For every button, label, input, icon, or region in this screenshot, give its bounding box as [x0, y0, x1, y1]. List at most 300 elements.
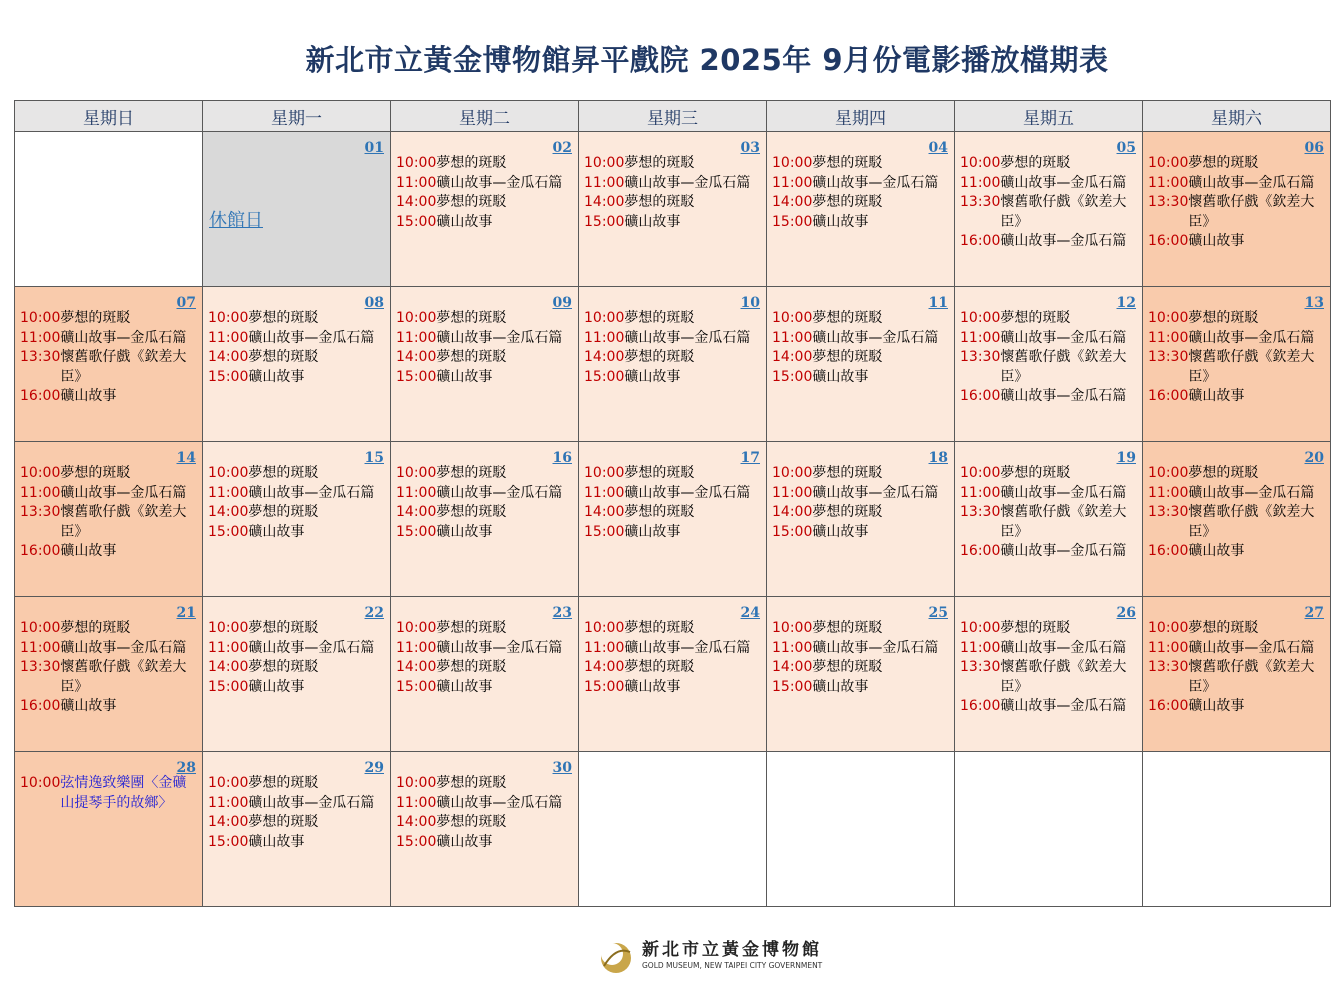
screening-time: 13:30: [1148, 659, 1189, 675]
day-number[interactable]: 08: [364, 295, 384, 311]
screening-item: [579, 639, 766, 659]
screening-time: 11:00: [208, 484, 249, 501]
screening-item: [955, 619, 1142, 639]
screening-item: [391, 174, 578, 194]
week-row: [15, 287, 1331, 442]
screening-title: 夢想的斑駁: [1000, 310, 1071, 326]
screening-time: 15:00: [772, 523, 813, 540]
closed-day-label[interactable]: 休館日: [209, 210, 263, 231]
screening-time: 15:00: [772, 678, 813, 695]
empty-day-cell: [15, 132, 203, 287]
screening-item: [579, 503, 766, 523]
day-cell: [1143, 287, 1331, 442]
screening-time: 10:00: [584, 465, 625, 481]
day-cell: [767, 442, 955, 597]
screening-time: 11:00: [396, 794, 437, 811]
screening-time: 11:00: [772, 174, 813, 191]
screening-title: 夢想的斑駁: [812, 620, 883, 636]
screening-time: 10:00: [396, 775, 437, 791]
day-cell: [203, 132, 391, 287]
screening-time: 15:00: [208, 833, 249, 850]
screening-time: 11:00: [584, 174, 625, 191]
screening-time: 14:00: [396, 194, 437, 210]
day-number[interactable]: 18: [928, 450, 948, 466]
day-cell: [955, 597, 1143, 752]
screening-item: [15, 697, 202, 717]
screening-time: 11:00: [208, 794, 249, 811]
screening-title: 懷舊歌仔戲《欽差大臣》: [1188, 659, 1315, 695]
screening-item: [955, 329, 1142, 349]
screening-title: 夢想的斑駁: [248, 620, 319, 636]
screening-item: [579, 154, 766, 174]
screening-title: 懷舊歌仔戲《欽差大臣》: [1000, 504, 1127, 540]
screening-item: [203, 464, 390, 484]
screening-time: 16:00: [960, 543, 1001, 559]
screening-title: 礦山故事: [812, 213, 869, 230]
week-row: [15, 442, 1331, 597]
day-number[interactable]: 30: [552, 760, 572, 776]
screening-time: 10:00: [20, 465, 61, 481]
screening-time: 10:00: [20, 620, 61, 636]
screening-time: 11:00: [772, 329, 813, 346]
screening-time: 10:00: [20, 310, 61, 326]
day-number[interactable]: 29: [364, 760, 384, 776]
day-number[interactable]: 04: [928, 140, 948, 156]
screening-time: 10:00: [960, 620, 1001, 636]
logo-english-name: GOLD MUSEUM, NEW TAIPEI CITY GOVERNMENT: [642, 961, 823, 970]
screening-item: [391, 193, 578, 213]
screening-item: [1143, 484, 1330, 504]
screening-time: 14:00: [208, 504, 249, 520]
screening-title: 礦山故事: [624, 678, 681, 695]
day-cell: [579, 442, 767, 597]
screening-title: 礦山故事: [1188, 233, 1245, 249]
screening-title: 夢想的斑駁: [60, 620, 131, 636]
day-number[interactable]: 19: [1116, 450, 1136, 466]
screening-time: 13:30: [960, 349, 1001, 365]
screening-time: 10:00: [208, 465, 249, 481]
screening-title: 礦山故事: [812, 678, 869, 695]
screening-title: 夢想的斑駁: [812, 349, 883, 365]
day-number[interactable]: 05: [1116, 140, 1136, 156]
screening-title: 夢想的斑駁: [1188, 155, 1259, 171]
screening-item: [955, 387, 1142, 407]
screening-title: 礦山故事: [1188, 698, 1245, 714]
screening-time: 14:00: [396, 814, 437, 830]
screening-item: [203, 678, 390, 698]
screening-time: 13:30: [20, 659, 61, 675]
screening-title: 礦山故事: [1188, 543, 1245, 559]
screening-title: 夢想的斑駁: [436, 814, 507, 830]
screening-item: [579, 309, 766, 329]
screening-item: [579, 484, 766, 504]
screening-title: 夢想的斑駁: [624, 155, 695, 171]
screening-title: 礦山故事: [624, 368, 681, 385]
screening-item: [391, 619, 578, 639]
screening-item: [1143, 658, 1330, 697]
screening-time: 10:00: [772, 620, 813, 636]
screening-time: 10:00: [584, 620, 625, 636]
screening-title: 夢想的斑駁: [436, 155, 507, 171]
screening-title: 礦山故事—金瓜石篇: [812, 174, 939, 191]
screening-time: 14:00: [208, 349, 249, 365]
screening-title: 弦情逸致樂團〈金礦山提琴手的故鄉〉: [60, 775, 187, 811]
day-cell: [767, 287, 955, 442]
day-number[interactable]: 14: [176, 450, 196, 466]
screening-title: 夢想的斑駁: [812, 504, 883, 520]
screening-title: 礦山故事—金瓜石篇: [436, 484, 563, 501]
screening-item: [955, 464, 1142, 484]
screening-item: [203, 658, 390, 678]
day-number[interactable]: 26: [1116, 605, 1136, 621]
screening-item: [15, 542, 202, 562]
header-monday: 星期一: [203, 101, 391, 132]
screening-item: [767, 368, 954, 388]
screening-title: 夢想的斑駁: [248, 659, 319, 675]
screening-item: [203, 523, 390, 543]
screening-title: 礦山故事: [436, 368, 493, 385]
screening-item: [579, 329, 766, 349]
day-cell: [203, 597, 391, 752]
screening-time: 11:00: [772, 639, 813, 656]
screening-time: 11:00: [208, 639, 249, 656]
screening-item: [391, 484, 578, 504]
screening-item: [391, 658, 578, 678]
day-number[interactable]: 03: [740, 140, 760, 156]
screening-time: 10:00: [1148, 155, 1189, 171]
screening-item: [391, 813, 578, 833]
day-number[interactable]: 02: [552, 140, 572, 156]
screening-time: 11:00: [772, 484, 813, 501]
screening-item: [767, 329, 954, 349]
screening-title: 礦山故事—金瓜石篇: [248, 639, 375, 656]
screening-time: 14:00: [772, 504, 813, 520]
screening-item: [955, 542, 1142, 562]
day-number[interactable]: 15: [364, 450, 384, 466]
day-number[interactable]: 20: [1304, 450, 1324, 466]
day-number[interactable]: 12: [1116, 295, 1136, 311]
empty-day-cell: [955, 752, 1143, 907]
day-number[interactable]: 23: [552, 605, 572, 621]
screening-title: 礦山故事: [248, 368, 305, 385]
screening-item: [391, 794, 578, 814]
screening-title: 懷舊歌仔戲《欽差大臣》: [1188, 349, 1315, 385]
day-cell: [203, 287, 391, 442]
day-cell: [15, 752, 203, 907]
screening-title: 懷舊歌仔戲《欽差大臣》: [60, 659, 187, 695]
screening-time: 14:00: [772, 659, 813, 675]
screening-time: 16:00: [960, 233, 1001, 249]
screening-time: 16:00: [20, 543, 61, 559]
week-row: [15, 597, 1331, 752]
logo-chinese-name: 新北市立黃金博物館: [642, 940, 822, 960]
screening-title: 礦山故事—金瓜石篇: [1000, 639, 1127, 656]
screening-time: 11:00: [584, 484, 625, 501]
screening-title: 夢想的斑駁: [248, 465, 319, 481]
screening-time: 14:00: [584, 659, 625, 675]
screening-item: [767, 309, 954, 329]
day-number[interactable]: 27: [1304, 605, 1324, 621]
screening-time: 13:30: [20, 349, 61, 365]
screening-item: [767, 193, 954, 213]
screening-title: 夢想的斑駁: [248, 310, 319, 326]
screening-item: [1143, 193, 1330, 232]
screening-item: [1143, 542, 1330, 562]
day-number[interactable]: 28: [176, 760, 196, 776]
day-number[interactable]: 13: [1304, 295, 1324, 311]
screening-title: 夢想的斑駁: [436, 310, 507, 326]
header-saturday: 星期六: [1143, 101, 1331, 132]
day-number[interactable]: 17: [740, 450, 760, 466]
screening-item: [391, 464, 578, 484]
screening-time: 15:00: [772, 213, 813, 230]
screening-time: 11:00: [584, 329, 625, 346]
screening-item: [203, 503, 390, 523]
screening-item: [203, 774, 390, 794]
screening-time: 10:00: [396, 620, 437, 636]
day-cell: [767, 132, 955, 287]
screening-title: 夢想的斑駁: [248, 814, 319, 830]
schedule-calendar: [14, 100, 1331, 907]
day-cell: [391, 287, 579, 442]
screening-item: [203, 484, 390, 504]
screening-item: [579, 619, 766, 639]
screening-item: [955, 658, 1142, 697]
screening-title: 礦山故事: [812, 368, 869, 385]
header-sunday: 星期日: [15, 101, 203, 132]
empty-day-cell: [767, 752, 955, 907]
day-number[interactable]: 07: [176, 295, 196, 311]
screening-time: 10:00: [960, 310, 1001, 326]
screening-item: [1143, 639, 1330, 659]
day-cell: [15, 442, 203, 597]
screening-time: 14:00: [396, 504, 437, 520]
screening-item: [767, 619, 954, 639]
screening-time: 14:00: [208, 814, 249, 830]
screening-title: 礦山故事: [812, 523, 869, 540]
screening-title: 懷舊歌仔戲《欽差大臣》: [1000, 659, 1127, 695]
screening-time: 10:00: [960, 465, 1001, 481]
screening-item: [391, 348, 578, 368]
screening-time: 11:00: [20, 484, 61, 501]
day-cell: [1143, 597, 1331, 752]
screening-time: 11:00: [208, 329, 249, 346]
screening-title: 礦山故事—金瓜石篇: [436, 329, 563, 346]
screening-item: [955, 193, 1142, 232]
day-cell: [391, 442, 579, 597]
screening-title: 夢想的斑駁: [1000, 155, 1071, 171]
day-cell: [1143, 132, 1331, 287]
screening-time: 15:00: [584, 213, 625, 230]
screening-time: 10:00: [960, 155, 1001, 171]
day-cell: [203, 752, 391, 907]
screening-title: 夢想的斑駁: [624, 194, 695, 210]
screening-time: 15:00: [584, 368, 625, 385]
screening-title: 礦山故事—金瓜石篇: [1000, 233, 1127, 249]
screening-title: 夢想的斑駁: [436, 504, 507, 520]
screening-item: [955, 639, 1142, 659]
screening-time: 11:00: [1148, 639, 1189, 656]
screening-title: 夢想的斑駁: [1188, 620, 1259, 636]
screening-item: [15, 348, 202, 387]
screening-title: 礦山故事—金瓜石篇: [1000, 698, 1127, 714]
screening-time: 11:00: [396, 639, 437, 656]
screening-title: 礦山故事: [60, 543, 117, 559]
day-cell: [579, 132, 767, 287]
screening-title: 礦山故事—金瓜石篇: [812, 329, 939, 346]
screening-title: 礦山故事—金瓜石篇: [436, 639, 563, 656]
screening-time: 11:00: [1148, 484, 1189, 501]
screening-title: 夢想的斑駁: [1188, 465, 1259, 481]
screening-item: [579, 348, 766, 368]
screening-title: 礦山故事—金瓜石篇: [812, 639, 939, 656]
screening-title: 夢想的斑駁: [436, 349, 507, 365]
screening-time: 13:30: [1148, 504, 1189, 520]
day-number[interactable]: 11: [928, 295, 948, 311]
screening-item: [1143, 619, 1330, 639]
day-cell: [391, 132, 579, 287]
screening-time: 16:00: [20, 388, 61, 404]
screening-title: 夢想的斑駁: [248, 775, 319, 791]
screening-item: [15, 639, 202, 659]
day-number[interactable]: 25: [928, 605, 948, 621]
screening-title: 礦山故事: [60, 698, 117, 714]
screening-item: [767, 678, 954, 698]
screening-time: 16:00: [1148, 233, 1189, 249]
screening-item: [391, 774, 578, 794]
screening-time: 10:00: [396, 465, 437, 481]
screening-item: [579, 193, 766, 213]
screening-time: 13:30: [1148, 349, 1189, 365]
screening-item: [203, 794, 390, 814]
day-cell: [391, 752, 579, 907]
screening-title: 礦山故事—金瓜石篇: [1188, 174, 1315, 191]
screening-item: [1143, 464, 1330, 484]
screening-title: 夢想的斑駁: [60, 310, 131, 326]
screening-time: 11:00: [396, 174, 437, 191]
screening-time: 11:00: [960, 174, 1001, 191]
screening-item: [1143, 174, 1330, 194]
screening-title: 礦山故事—金瓜石篇: [436, 174, 563, 191]
screening-title: 夢想的斑駁: [624, 659, 695, 675]
day-number[interactable]: 09: [552, 295, 572, 311]
screening-title: 懷舊歌仔戲《欽差大臣》: [1000, 194, 1127, 230]
screening-item: [391, 523, 578, 543]
screening-time: 15:00: [396, 368, 437, 385]
screening-item: [579, 464, 766, 484]
screening-item: [767, 348, 954, 368]
screening-title: 礦山故事—金瓜石篇: [1000, 388, 1127, 404]
screening-time: 16:00: [1148, 543, 1189, 559]
screening-time: 10:00: [772, 155, 813, 171]
screening-title: 夢想的斑駁: [436, 620, 507, 636]
screening-item: [203, 813, 390, 833]
day-cell: [15, 597, 203, 752]
screening-item: [15, 774, 202, 813]
day-number[interactable]: 01: [364, 140, 384, 156]
screening-time: 13:30: [960, 504, 1001, 520]
screening-time: 13:30: [960, 659, 1001, 675]
day-cell: [579, 597, 767, 752]
screening-title: 夢想的斑駁: [248, 349, 319, 365]
screening-item: [15, 387, 202, 407]
screening-title: 礦山故事: [248, 833, 305, 850]
screening-time: 10:00: [1148, 310, 1189, 326]
screening-time: 11:00: [1148, 174, 1189, 191]
screening-time: 15:00: [208, 368, 249, 385]
screening-item: [1143, 232, 1330, 252]
screening-time: 10:00: [584, 310, 625, 326]
gold-museum-logo-icon: [596, 936, 636, 976]
day-number[interactable]: 06: [1304, 140, 1324, 156]
screening-time: 10:00: [396, 155, 437, 171]
screening-item: [391, 213, 578, 233]
screening-title: 礦山故事: [436, 523, 493, 540]
screening-item: [955, 309, 1142, 329]
week-row: [15, 132, 1331, 287]
screening-title: 礦山故事—金瓜石篇: [60, 329, 187, 346]
screening-time: 14:00: [208, 659, 249, 675]
screening-time: 13:30: [20, 504, 61, 520]
screening-item: [391, 368, 578, 388]
screening-title: 夢想的斑駁: [60, 465, 131, 481]
screening-title: 礦山故事—金瓜石篇: [624, 484, 751, 501]
screening-time: 11:00: [960, 639, 1001, 656]
day-number[interactable]: 10: [740, 295, 760, 311]
screening-item: [203, 309, 390, 329]
screening-title: 夢想的斑駁: [624, 465, 695, 481]
header-tuesday: 星期二: [391, 101, 579, 132]
screening-title: 礦山故事—金瓜石篇: [624, 329, 751, 346]
screening-title: 夢想的斑駁: [812, 659, 883, 675]
screening-item: [15, 658, 202, 697]
page-title: 新北市立黃金博物館昇平戲院 2025年 9月份電影播放檔期表: [305, 43, 1109, 77]
day-number[interactable]: 24: [740, 605, 760, 621]
screening-item: [203, 639, 390, 659]
day-cell: [579, 287, 767, 442]
screening-time: 11:00: [1148, 329, 1189, 346]
footer-logo: [596, 934, 826, 978]
screening-title: 礦山故事: [1188, 388, 1245, 404]
day-number[interactable]: 16: [552, 450, 572, 466]
day-number[interactable]: 21: [176, 605, 196, 621]
screening-title: 夢想的斑駁: [1000, 620, 1071, 636]
screening-time: 10:00: [1148, 465, 1189, 481]
screening-item: [955, 232, 1142, 252]
screening-item: [955, 484, 1142, 504]
screening-time: 11:00: [396, 329, 437, 346]
weekday-header-row: [15, 101, 1331, 132]
screening-title: 夢想的斑駁: [624, 620, 695, 636]
screening-title: 礦山故事—金瓜石篇: [248, 794, 375, 811]
screening-item: [767, 658, 954, 678]
screening-time: 16:00: [20, 698, 61, 714]
screening-item: [767, 174, 954, 194]
screening-title: 礦山故事: [624, 523, 681, 540]
screening-item: [1143, 387, 1330, 407]
day-cell: [955, 287, 1143, 442]
screening-item: [15, 309, 202, 329]
screening-title: 懷舊歌仔戲《欽差大臣》: [60, 349, 187, 385]
screening-title: 懷舊歌仔戲《欽差大臣》: [1000, 349, 1127, 385]
screening-item: [579, 523, 766, 543]
day-number[interactable]: 22: [364, 605, 384, 621]
screening-title: 礦山故事—金瓜石篇: [248, 484, 375, 501]
screening-item: [579, 174, 766, 194]
screening-item: [767, 154, 954, 174]
screening-item: [391, 309, 578, 329]
screening-title: 礦山故事—金瓜石篇: [248, 329, 375, 346]
